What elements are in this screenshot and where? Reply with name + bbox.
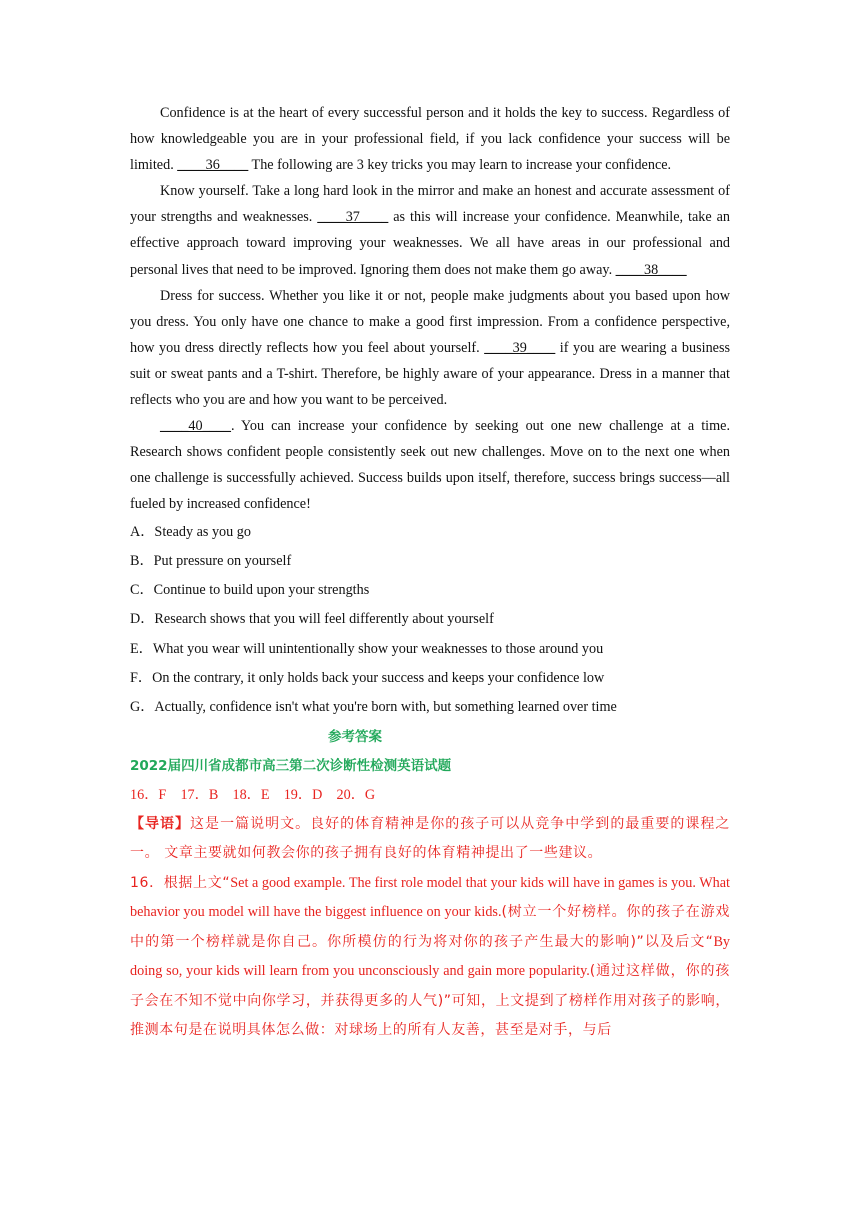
passage-paragraph-4: ____40____. You can increase your confidence by seeking out one new challenge at a time. Research shows confident people consistently seek out new challenges. Move on to the next one when one challenge is successfully achieved. Success builds upon itself, therefore, success brings success—all fueled by increased confidence! [130, 418, 730, 513]
blank-37: ____37____ [317, 209, 389, 226]
exam-source: 2022届四川省成都市高三第二次诊断性检测英语试题 [130, 757, 452, 774]
blank-39: ____39____ [484, 339, 556, 356]
document-page [130, 100, 730, 1046]
option-c: C．Continue to build upon your strengths [130, 582, 370, 599]
explanation-16: 16．根据上文“Set a good example. The first role model that your kids will have in games is you. What behavior you model will have the biggest influence on your kids.(树立一个好榜样。你的孩子在游戏中的第一个榜样就是你自己。你所模仿的行为将对你的孩子产生最大的影响)”以及后文“By doing so, your kids will learn from you unconsciously and gain more popularity.(通过这样做，你的孩子会在不知不觉中向你学习，并获得更多的人气)”可知，上文提到了榜样作用对孩子的影响，推测本句是在说明具体怎么做：对球场上的所有人友善，甚至是对手，与后 [130, 874, 731, 1039]
blank-38: ____38____ [615, 261, 687, 278]
blank-40: ____40____ [160, 418, 231, 435]
option-f: F．On the contrary, it only holds back your success and keeps your confidence low [130, 669, 605, 686]
answer-keys: 16．F 17．B 18．E 19．D 20．G [130, 786, 376, 803]
options-list [130, 518, 730, 723]
passage-paragraph-2: Know yourself. Take a long hard look in the mirror and make an honest and accurate assessment of your strengths and weaknesses. ____37____ as this will increase your confidence. Meanwhile, take an effective approach toward improving your weaknesses. We all have areas in our professional and personal lives that need to be improved. Ignoring them does not make them go away. ____38____ [130, 183, 731, 278]
option-g: G．Actually, confidence isn't what you're born with, but something learned over time [130, 699, 617, 716]
option-b: B．Put pressure on yourself [130, 552, 292, 569]
passage-paragraph-3: Dress for success. Whether you like it or not, people make judgments about you based upon how you dress. You only have one chance to make a good first impression. From a confidence perspective, how you dress directly reflects how you feel about yourself. ____39____ if you are wearing a business suit or sweat pants and a T-shirt. Therefore, be highly aware of your appearance. Dress in a manner that reflects who you are and how you want to be perceived. [130, 287, 731, 409]
option-a: A．Steady as you go [130, 523, 251, 540]
answer-title: 参考答案 [328, 728, 382, 745]
passage-paragraph-1: Confidence is at the heart of every successful person and it holds the key to success. Regardless of how knowledgeable you are in your professional field, if you lack confidence your success will be limited. ____36____ The following are 3 key tricks you may learn to increase your confidence. [130, 105, 730, 174]
blank-36: ____36____ [177, 157, 249, 174]
option-e: E．What you wear will unintentionally show your weaknesses to those around you [130, 640, 604, 657]
option-d: D．Research shows that you will feel differently about yourself [130, 611, 494, 628]
guide-paragraph: 【导语】这是一篇说明文。良好的体育精神是你的孩子可以从竞争中学到的最重要的课程之一。 文章主要就如何教会你的孩子拥有良好的体育精神提出了一些建议。 [130, 815, 730, 862]
guide-tag: 【导语】 [130, 815, 191, 832]
